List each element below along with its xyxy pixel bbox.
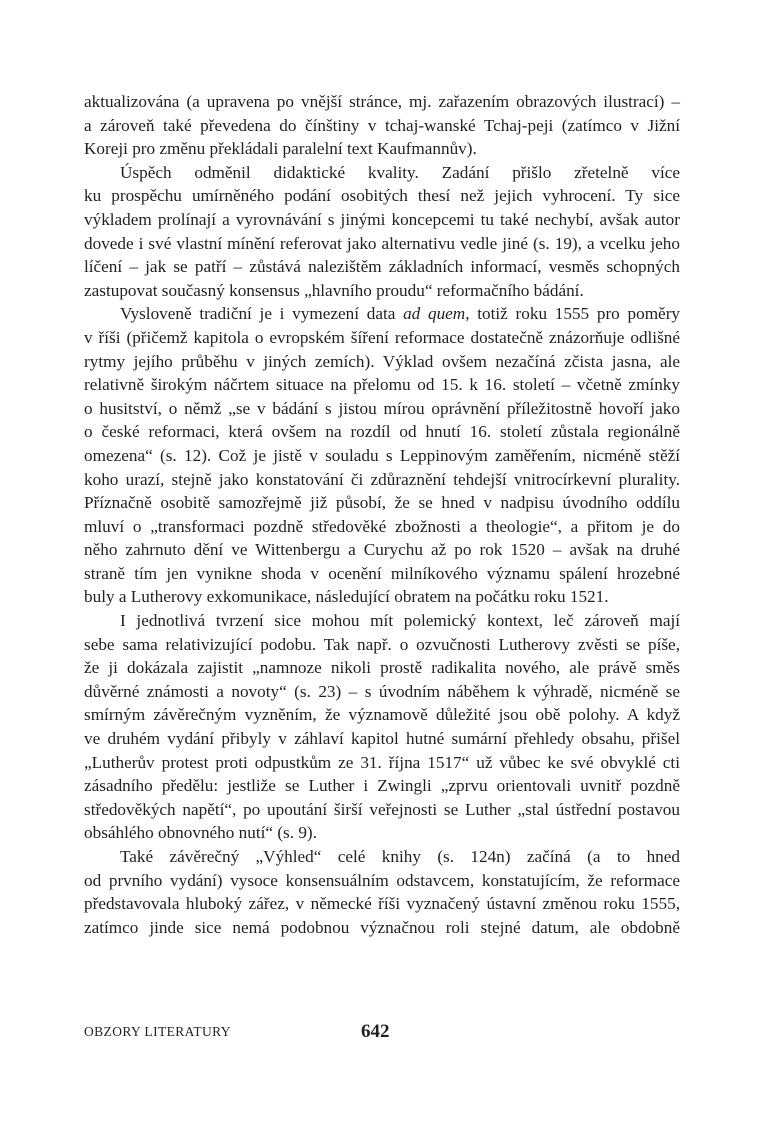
text-line: rytmy jejího průběhu v jiných zemích). Výklad ovšem nezačíná zčista jasna, ale bbox=[84, 351, 680, 371]
page-footer bbox=[84, 1021, 680, 1046]
text-line: dovede i své vlastní mínění referovat jako alternativu vedle jiné (s. 19), a vcelku jeho bbox=[84, 233, 680, 253]
text-line: výkladem prolínají a vyrovnávání s jinými koncepcemi tu také nechybí, avšak autor bbox=[84, 209, 680, 229]
text-line: Vysloveně tradiční je i vymezení data ad quem, totiž roku 1555 pro poměry bbox=[120, 304, 681, 324]
text-line: straně tím jen vynikne shoda v ocenění milníkového významu spálení hrozebné bbox=[84, 563, 680, 583]
body-text bbox=[84, 90, 680, 939]
text-line: ve druhém vydání přibyly v záhlaví kapitol hutné sumární přehledy obsahu, přišel bbox=[84, 729, 680, 749]
journal-title: OBZORY LITERATURY bbox=[84, 1024, 231, 1039]
text-line: zatímco jinde sice nemá podobnou význačnou roli stejné datum, ale obdobně bbox=[84, 917, 680, 937]
text-line: obsáhlého obnovného nutí“ (s. 9). bbox=[84, 823, 317, 843]
text-line: I jednotlivá tvrzení sice mohou mít polemický kontext, leč zároveň mají bbox=[120, 611, 680, 631]
text-line: že ji dokázala zajistit „namnoze nikoli prostě radikalita nového, ale právě směs bbox=[84, 658, 680, 678]
text-line: Úspěch odměnil didaktické kvality. Zadání přišlo zřetelně více bbox=[120, 162, 680, 182]
text-line: aktualizována (a upravena po vnější stránce, mj. zařazením obrazových ilustrací) – bbox=[84, 92, 680, 111]
text-line: od prvního vydání) vysoce konsensuálním odstavcem, konstatujícím, že reformace bbox=[84, 870, 680, 890]
text-line: o české reformaci, která ovšem na rozdíl od hnutí 16. století zůstala regionálně bbox=[84, 422, 680, 442]
text-line: o husitství, o němž „se v bádání s jistou mírou oprávnění příležitostně hovoří jako bbox=[84, 398, 680, 418]
text-line: středověkých napětí“, po upoutání širší veřejnosti se Luther „stal ústřední postavou bbox=[84, 799, 680, 819]
text-line: zastupovat současný konsensus „hlavního proudu“ reformačního bádání. bbox=[84, 280, 584, 300]
text-line: smírným závěrečným vyzněním, že významově důležité jsou obě polohy. A když bbox=[84, 705, 680, 725]
text-line: ku prospěchu umírněného podání osobitých thesí než jejich vyhrocení. Ty sice bbox=[84, 186, 680, 206]
text-line: mluví o „transformaci pozdně středověké zbožnosti a theologie“, a přitom je do bbox=[84, 516, 680, 536]
text-line: Příznačně osobitě samozřejmě již působí, že se hned v nadpisu úvodního oddílu bbox=[84, 493, 680, 513]
text-line: a zároveň také převedena do čínštiny v tchaj-wanské Tchaj-peji (zatímco v Jižní bbox=[84, 115, 680, 135]
italic-term: ad quem bbox=[403, 304, 466, 324]
text-line: koho urazí, stejně jako konstatování či zdůraznění tehdejší vnitrocírkevní plurality. bbox=[84, 469, 680, 489]
text-line: líčení – jak se patří – zůstává nalezištěm základních informací, vesměs schopných bbox=[84, 257, 680, 277]
text-line: „Lutherův protest proti odpustkům ze 31. října 1517“ už vůbec ke své obvyklé cti bbox=[84, 752, 680, 772]
text-line: Koreji pro změnu překládali paralelní text Kaufmannův). bbox=[84, 139, 477, 159]
text-line: něho zahrnuto dění ve Wittenbergu a Curychu až po rok 1520 – avšak na druhé bbox=[84, 540, 680, 560]
page-number: 642 bbox=[361, 1021, 390, 1042]
text-line: důvěrné známosti a novoty“ (s. 23) – s úvodním náběhem k výhradě, nicméně se bbox=[84, 681, 680, 701]
text-line: sebe sama relativizující podobu. Tak např. o ozvučnosti Lutherovy zvěsti se píše, bbox=[84, 634, 680, 654]
text-line: v říši (přičemž kapitola o evropském šíření reformace dostatečně znázorňuje odlišné bbox=[84, 327, 680, 347]
text-line: zásadního předělu: jestliže se Luther i Zwingli „zprvu orientovali uvnitř pozdně bbox=[84, 776, 680, 796]
text-line: představovala hluboký zářez, v německé říši vyznačený ústavní změnou roku 1555, bbox=[84, 894, 680, 914]
text-line: Také závěrečný „Výhled“ celé knihy (s. 124n) začíná (a to hned bbox=[120, 847, 680, 866]
text-line: buly a Lutherovy exkomunikace, následující obratem na počátku roku 1521. bbox=[84, 587, 609, 607]
text-line: omezena“ (s. 12). Což je jistě v souladu s Leppinovým zaměřením, nicméně stěží bbox=[84, 445, 680, 465]
text-line: relativně širokým náčrtem situace na přelomu od 15. k 16. století – včetně zmínky bbox=[84, 375, 680, 395]
